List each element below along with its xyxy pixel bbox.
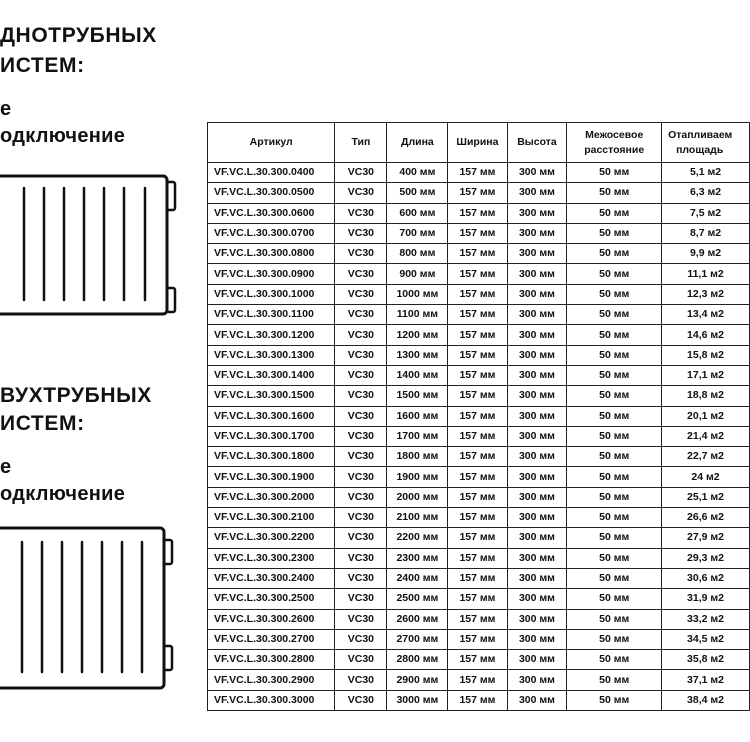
cell-area: 14,6 м2 — [662, 325, 750, 345]
section-1-subtitle-line-1: е — [0, 98, 12, 120]
cell-length: 2900 мм — [387, 670, 448, 690]
cell-length: 500 мм — [387, 183, 448, 203]
cell-width: 157 мм — [448, 406, 507, 426]
cell-area: 27,9 м2 — [662, 528, 750, 548]
cell-type: VC30 — [335, 629, 387, 649]
cell-article: VF.VC.L.30.300.2600 — [208, 609, 335, 629]
cell-type: VC30 — [335, 264, 387, 284]
cell-type: VC30 — [335, 365, 387, 385]
cell-type: VC30 — [335, 487, 387, 507]
cell-width: 157 мм — [448, 386, 507, 406]
cell-article: VF.VC.L.30.300.2900 — [208, 670, 335, 690]
cell-length: 2000 мм — [387, 487, 448, 507]
cell-type: VC30 — [335, 467, 387, 487]
table-row — [208, 223, 750, 243]
cell-length: 1700 мм — [387, 426, 448, 446]
cell-height: 300 мм — [507, 284, 567, 304]
cell-article: VF.VC.L.30.300.1100 — [208, 305, 335, 325]
cell-area: 12,3 м2 — [662, 284, 750, 304]
cell-type: VC30 — [335, 386, 387, 406]
cell-area: 29,3 м2 — [662, 548, 750, 568]
section-1-subtitle-line-2: одключение — [0, 125, 126, 147]
cell-area: 20,1 м2 — [662, 406, 750, 426]
cell-spacing: 50 мм — [567, 487, 662, 507]
cell-article: VF.VC.L.30.300.1400 — [208, 365, 335, 385]
cell-height: 300 мм — [507, 467, 567, 487]
cell-height: 300 мм — [507, 325, 567, 345]
cell-article: VF.VC.L.30.300.1300 — [208, 345, 335, 365]
cell-width: 157 мм — [448, 183, 507, 203]
cell-height: 300 мм — [507, 365, 567, 385]
cell-spacing: 50 мм — [567, 690, 662, 710]
cell-article: VF.VC.L.30.300.0500 — [208, 183, 335, 203]
cell-type: VC30 — [335, 223, 387, 243]
section-1-title-line-2: ИСТЕМ: — [0, 54, 85, 77]
cell-article: VF.VC.L.30.300.1600 — [208, 406, 335, 426]
cell-width: 157 мм — [448, 487, 507, 507]
cell-spacing: 50 мм — [567, 203, 662, 223]
cell-height: 300 мм — [507, 345, 567, 365]
cell-article: VF.VC.L.30.300.0400 — [208, 163, 335, 183]
cell-type: VC30 — [335, 690, 387, 710]
cell-article: VF.VC.L.30.300.2800 — [208, 650, 335, 670]
cell-length: 2600 мм — [387, 609, 448, 629]
cell-article: VF.VC.L.30.300.0900 — [208, 264, 335, 284]
cell-spacing: 50 мм — [567, 650, 662, 670]
cell-length: 2200 мм — [387, 528, 448, 548]
cell-length: 3000 мм — [387, 690, 448, 710]
header-height: Высота — [507, 123, 567, 163]
cell-height: 300 мм — [507, 406, 567, 426]
cell-article: VF.VC.L.30.300.2200 — [208, 528, 335, 548]
section-2-subtitle-line-1: е — [0, 456, 12, 478]
cell-area: 21,4 м2 — [662, 426, 750, 446]
cell-area: 26,6 м2 — [662, 508, 750, 528]
cell-height: 300 мм — [507, 264, 567, 284]
cell-height: 300 мм — [507, 426, 567, 446]
table-row — [208, 528, 750, 548]
spec-table — [207, 122, 750, 711]
cell-type: VC30 — [335, 163, 387, 183]
table-row — [208, 305, 750, 325]
cell-height: 300 мм — [507, 508, 567, 528]
cell-article: VF.VC.L.30.300.0700 — [208, 223, 335, 243]
cell-spacing: 50 мм — [567, 183, 662, 203]
table-row — [208, 467, 750, 487]
cell-area: 6,3 м2 — [662, 183, 750, 203]
cell-article: VF.VC.L.30.300.1200 — [208, 325, 335, 345]
table-row — [208, 345, 750, 365]
cell-article: VF.VC.L.30.300.1500 — [208, 386, 335, 406]
cell-length: 1600 мм — [387, 406, 448, 426]
cell-width: 157 мм — [448, 589, 507, 609]
cell-spacing: 50 мм — [567, 629, 662, 649]
cell-spacing: 50 мм — [567, 305, 662, 325]
cell-spacing: 50 мм — [567, 568, 662, 588]
cell-spacing: 50 мм — [567, 467, 662, 487]
header-area-line-1: Отапливаем — [668, 128, 733, 141]
cell-spacing: 50 мм — [567, 406, 662, 426]
cell-type: VC30 — [335, 325, 387, 345]
section-1-title-line-1: ДНОТРУБНЫХ — [0, 24, 157, 47]
cell-spacing: 50 мм — [567, 609, 662, 629]
cell-length: 400 мм — [387, 163, 448, 183]
cell-height: 300 мм — [507, 223, 567, 243]
cell-height: 300 мм — [507, 589, 567, 609]
cell-type: VC30 — [335, 670, 387, 690]
cell-area: 34,5 м2 — [662, 629, 750, 649]
cell-area: 35,8 м2 — [662, 650, 750, 670]
cell-area: 15,8 м2 — [662, 345, 750, 365]
cell-type: VC30 — [335, 548, 387, 568]
cell-spacing: 50 мм — [567, 345, 662, 365]
cell-type: VC30 — [335, 284, 387, 304]
cell-height: 300 мм — [507, 690, 567, 710]
table-row — [208, 508, 750, 528]
cell-height: 300 мм — [507, 244, 567, 264]
cell-length: 1300 мм — [387, 345, 448, 365]
cell-width: 157 мм — [448, 325, 507, 345]
cell-width: 157 мм — [448, 467, 507, 487]
cell-length: 1500 мм — [387, 386, 448, 406]
cell-type: VC30 — [335, 508, 387, 528]
cell-article: VF.VC.L.30.300.3000 — [208, 690, 335, 710]
header-area — [662, 123, 750, 163]
cell-article: VF.VC.L.30.300.1700 — [208, 426, 335, 446]
section-2-title-line-1: ВУХТРУБНЫХ — [0, 384, 152, 407]
cell-height: 300 мм — [507, 568, 567, 588]
cell-height: 300 мм — [507, 650, 567, 670]
cell-area: 31,9 м2 — [662, 589, 750, 609]
cell-spacing: 50 мм — [567, 365, 662, 385]
cell-area: 11,1 м2 — [662, 264, 750, 284]
table-row — [208, 589, 750, 609]
cell-article: VF.VC.L.30.300.1000 — [208, 284, 335, 304]
table-row — [208, 325, 750, 345]
header-length: Длина — [387, 123, 448, 163]
cell-length: 2400 мм — [387, 568, 448, 588]
cell-area: 9,9 м2 — [662, 244, 750, 264]
cell-width: 157 мм — [448, 528, 507, 548]
table-row — [208, 406, 750, 426]
cell-spacing: 50 мм — [567, 548, 662, 568]
cell-width: 157 мм — [448, 284, 507, 304]
table-row — [208, 203, 750, 223]
cell-width: 157 мм — [448, 609, 507, 629]
table-row — [208, 650, 750, 670]
cell-width: 157 мм — [448, 670, 507, 690]
cell-spacing: 50 мм — [567, 447, 662, 467]
cell-spacing: 50 мм — [567, 528, 662, 548]
cell-spacing: 50 мм — [567, 264, 662, 284]
cell-type: VC30 — [335, 609, 387, 629]
cell-width: 157 мм — [448, 244, 507, 264]
cell-type: VC30 — [335, 589, 387, 609]
cell-article: VF.VC.L.30.300.2400 — [208, 568, 335, 588]
cell-height: 300 мм — [507, 629, 567, 649]
cell-spacing: 50 мм — [567, 589, 662, 609]
cell-height: 300 мм — [507, 670, 567, 690]
cell-article: VF.VC.L.30.300.1800 — [208, 447, 335, 467]
cell-area: 17,1 м2 — [662, 365, 750, 385]
table-row — [208, 447, 750, 467]
table-header-row — [208, 123, 750, 163]
cell-type: VC30 — [335, 650, 387, 670]
cell-spacing: 50 мм — [567, 508, 662, 528]
header-width: Ширина — [448, 123, 507, 163]
cell-height: 300 мм — [507, 487, 567, 507]
cell-length: 1000 мм — [387, 284, 448, 304]
table-row — [208, 609, 750, 629]
cell-article: VF.VC.L.30.300.2000 — [208, 487, 335, 507]
cell-width: 157 мм — [448, 365, 507, 385]
radiator-bottom-connection-icon — [0, 522, 180, 692]
cell-length: 1200 мм — [387, 325, 448, 345]
cell-spacing: 50 мм — [567, 244, 662, 264]
table-row — [208, 629, 750, 649]
cell-width: 157 мм — [448, 345, 507, 365]
header-spacing-line-2: расстояние — [584, 143, 645, 156]
cell-height: 300 мм — [507, 305, 567, 325]
cell-width: 157 мм — [448, 568, 507, 588]
cell-spacing: 50 мм — [567, 325, 662, 345]
table-row — [208, 568, 750, 588]
header-spacing-line-1: Межосевое — [585, 128, 644, 141]
cell-width: 157 мм — [448, 264, 507, 284]
table-row — [208, 244, 750, 264]
table-row — [208, 548, 750, 568]
cell-height: 300 мм — [507, 447, 567, 467]
cell-height: 300 мм — [507, 203, 567, 223]
cell-area: 22,7 м2 — [662, 447, 750, 467]
cell-length: 900 мм — [387, 264, 448, 284]
cell-length: 700 мм — [387, 223, 448, 243]
cell-width: 157 мм — [448, 508, 507, 528]
cell-height: 300 мм — [507, 183, 567, 203]
cell-width: 157 мм — [448, 223, 507, 243]
cell-length: 1900 мм — [387, 467, 448, 487]
table-row — [208, 264, 750, 284]
cell-height: 300 мм — [507, 386, 567, 406]
cell-area: 25,1 м2 — [662, 487, 750, 507]
cell-type: VC30 — [335, 406, 387, 426]
cell-length: 2700 мм — [387, 629, 448, 649]
cell-spacing: 50 мм — [567, 426, 662, 446]
cell-height: 300 мм — [507, 528, 567, 548]
cell-type: VC30 — [335, 305, 387, 325]
cell-width: 157 мм — [448, 203, 507, 223]
cell-area: 24 м2 — [662, 467, 750, 487]
cell-type: VC30 — [335, 447, 387, 467]
cell-length: 2500 мм — [387, 589, 448, 609]
cell-type: VC30 — [335, 568, 387, 588]
cell-area: 30,6 м2 — [662, 568, 750, 588]
cell-type: VC30 — [335, 203, 387, 223]
cell-spacing: 50 мм — [567, 670, 662, 690]
cell-length: 800 мм — [387, 244, 448, 264]
cell-article: VF.VC.L.30.300.2700 — [208, 629, 335, 649]
cell-length: 2800 мм — [387, 650, 448, 670]
cell-article: VF.VC.L.30.300.2300 — [208, 548, 335, 568]
cell-length: 1100 мм — [387, 305, 448, 325]
cell-area: 8,7 м2 — [662, 223, 750, 243]
cell-type: VC30 — [335, 183, 387, 203]
header-area-line-2: площадь — [676, 143, 724, 156]
radiator-side-connection-icon — [0, 172, 180, 318]
table-row — [208, 284, 750, 304]
cell-article: VF.VC.L.30.300.0600 — [208, 203, 335, 223]
cell-area: 33,2 м2 — [662, 609, 750, 629]
cell-width: 157 мм — [448, 163, 507, 183]
cell-width: 157 мм — [448, 690, 507, 710]
cell-height: 300 мм — [507, 548, 567, 568]
cell-area: 13,4 м2 — [662, 305, 750, 325]
table-row — [208, 670, 750, 690]
section-2-title-line-2: ИСТЕМ: — [0, 412, 85, 435]
cell-spacing: 50 мм — [567, 284, 662, 304]
cell-width: 157 мм — [448, 447, 507, 467]
section-2-subtitle-line-2: одключение — [0, 483, 126, 505]
cell-type: VC30 — [335, 345, 387, 365]
cell-width: 157 мм — [448, 305, 507, 325]
table-row — [208, 426, 750, 446]
table-row — [208, 487, 750, 507]
table-row — [208, 183, 750, 203]
cell-type: VC30 — [335, 426, 387, 446]
cell-article: VF.VC.L.30.300.1900 — [208, 467, 335, 487]
cell-length: 1800 мм — [387, 447, 448, 467]
cell-width: 157 мм — [448, 548, 507, 568]
table-row — [208, 365, 750, 385]
cell-article: VF.VC.L.30.300.0800 — [208, 244, 335, 264]
cell-area: 37,1 м2 — [662, 670, 750, 690]
cell-spacing: 50 мм — [567, 386, 662, 406]
cell-area: 5,1 м2 — [662, 163, 750, 183]
cell-spacing: 50 мм — [567, 163, 662, 183]
table-row — [208, 690, 750, 710]
cell-height: 300 мм — [507, 163, 567, 183]
cell-width: 157 мм — [448, 629, 507, 649]
cell-area: 18,8 м2 — [662, 386, 750, 406]
cell-width: 157 мм — [448, 650, 507, 670]
cell-area: 38,4 м2 — [662, 690, 750, 710]
header-spacing — [567, 123, 662, 163]
cell-article: VF.VC.L.30.300.2500 — [208, 589, 335, 609]
cell-width: 157 мм — [448, 426, 507, 446]
cell-type: VC30 — [335, 244, 387, 264]
cell-spacing: 50 мм — [567, 223, 662, 243]
header-article: Артикул — [208, 123, 335, 163]
cell-type: VC30 — [335, 528, 387, 548]
cell-length: 1400 мм — [387, 365, 448, 385]
header-type: Тип — [335, 123, 387, 163]
cell-height: 300 мм — [507, 609, 567, 629]
table-row — [208, 386, 750, 406]
cell-article: VF.VC.L.30.300.2100 — [208, 508, 335, 528]
cell-length: 2300 мм — [387, 548, 448, 568]
cell-length: 600 мм — [387, 203, 448, 223]
cell-area: 7,5 м2 — [662, 203, 750, 223]
cell-length: 2100 мм — [387, 508, 448, 528]
table-row — [208, 163, 750, 183]
